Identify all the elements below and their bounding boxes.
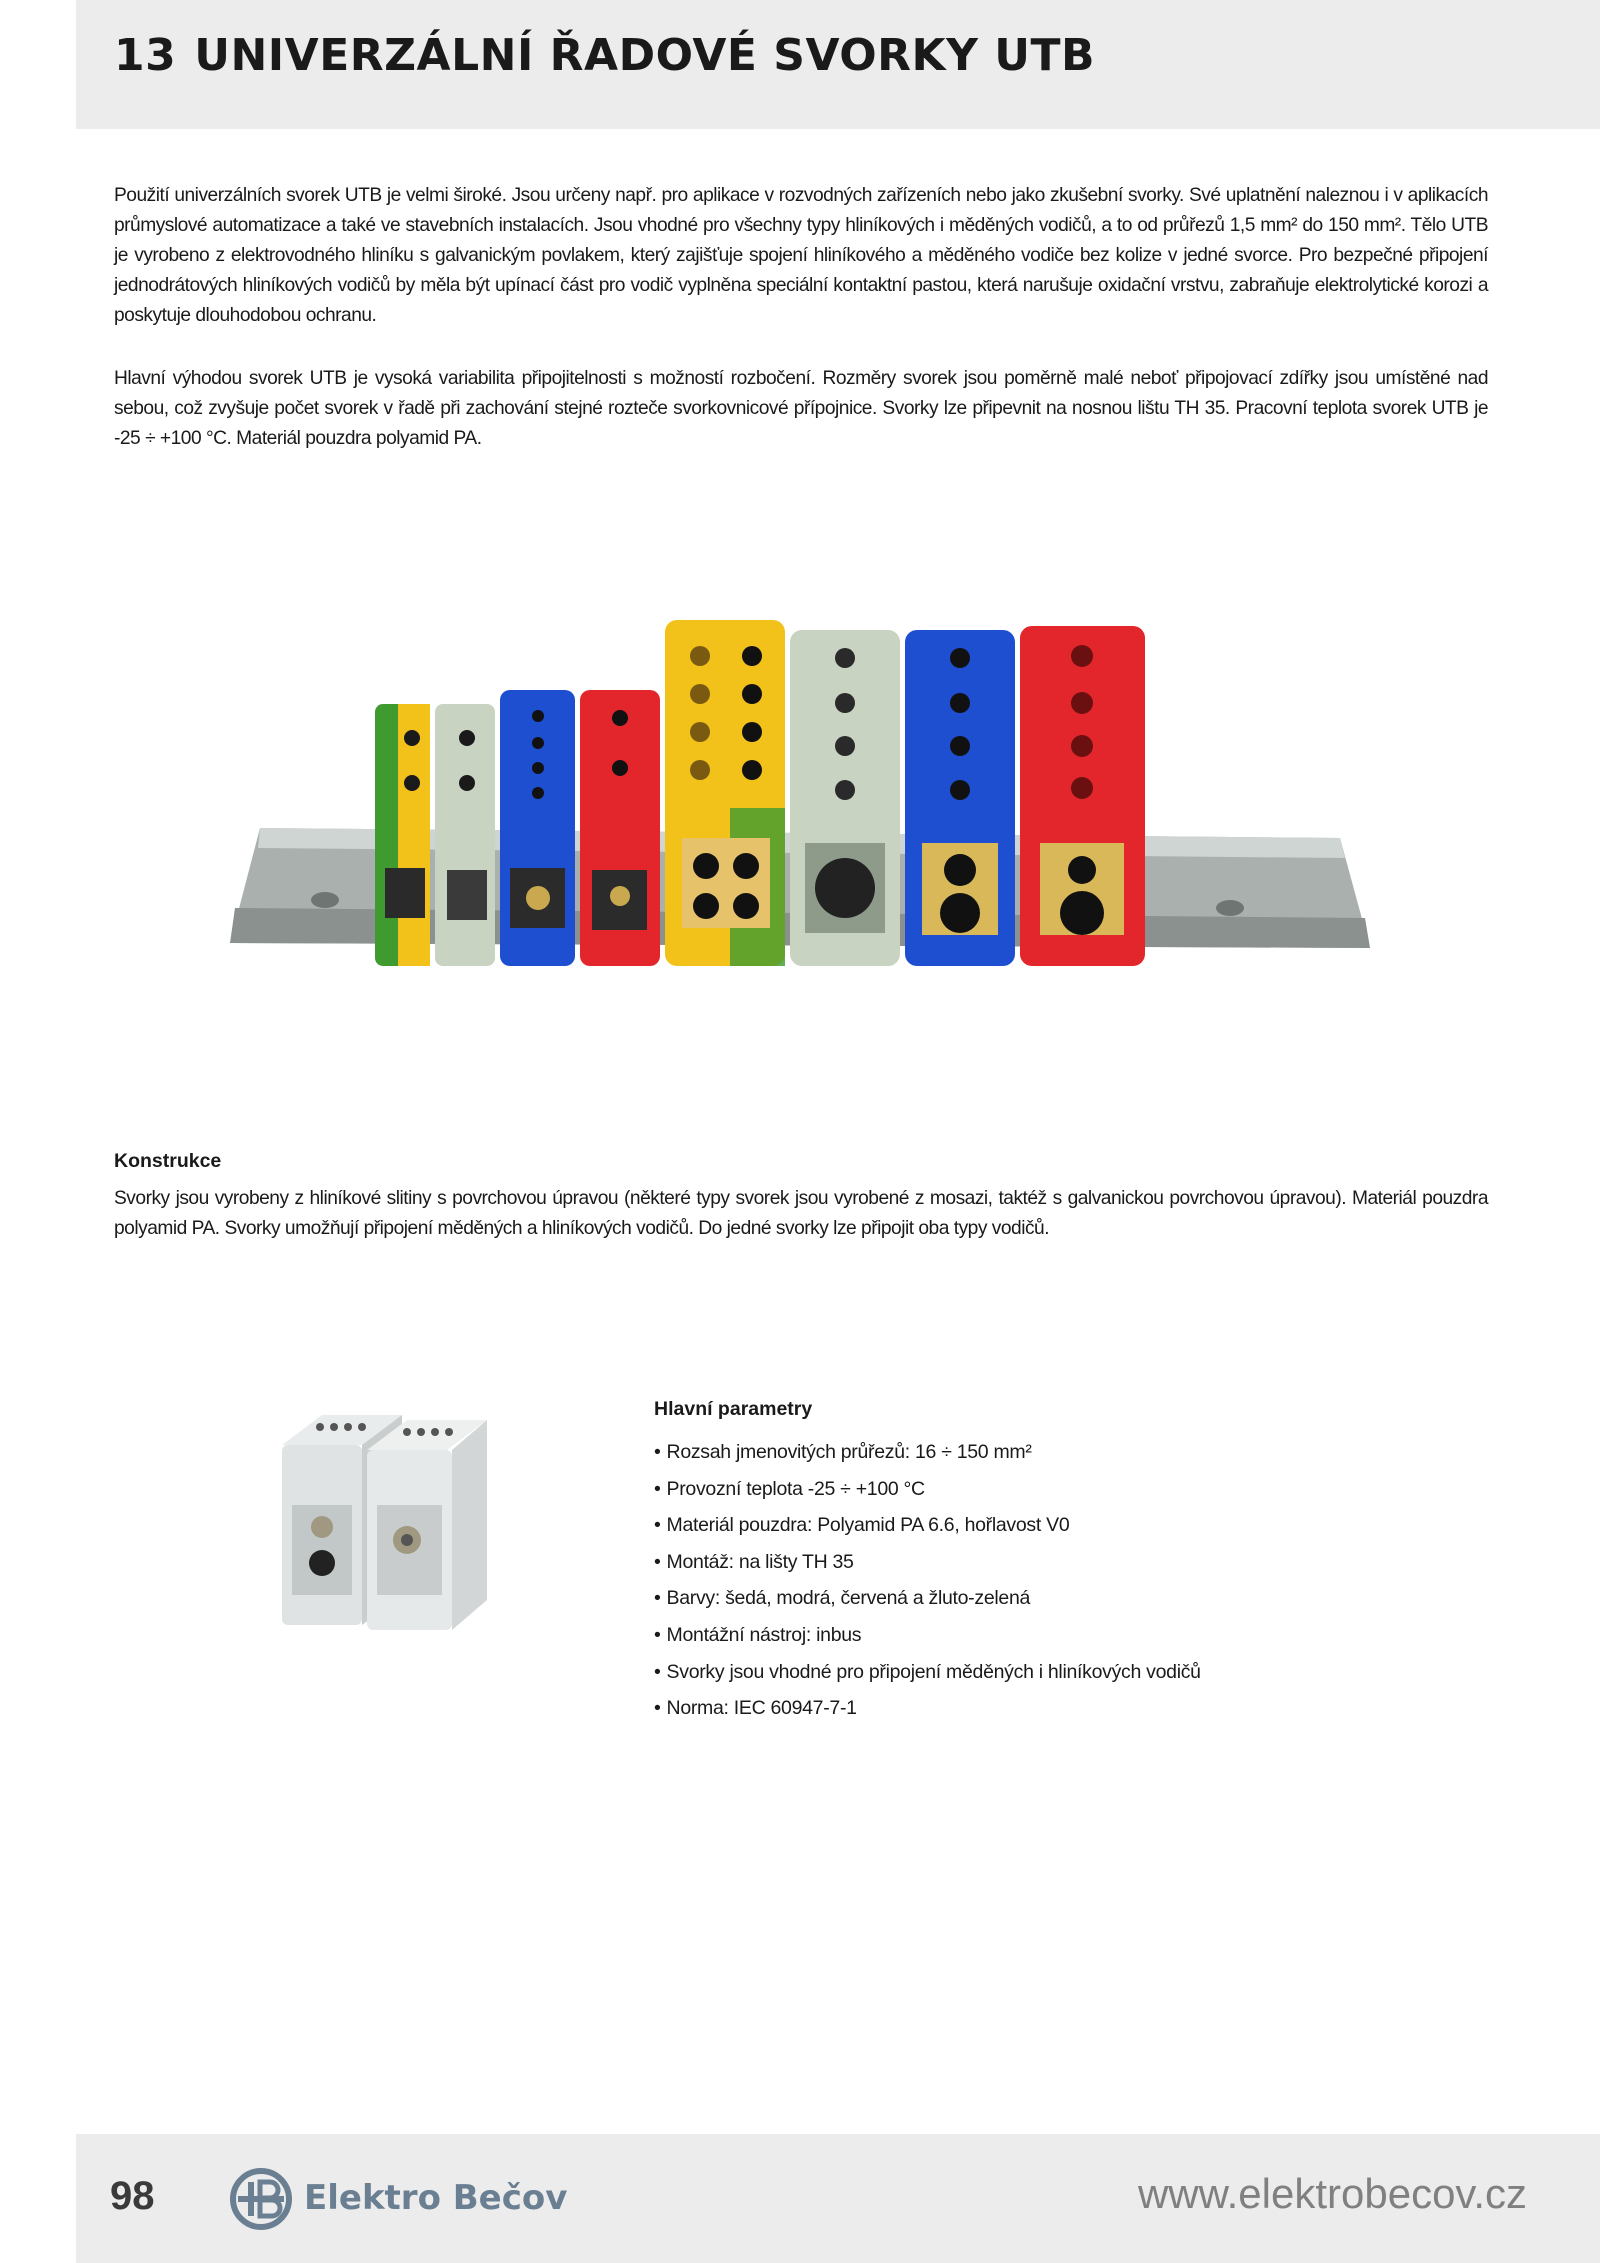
company-logo <box>226 2164 568 2234</box>
list-item: • Montáž: na lišty TH 35 <box>654 1544 1454 1581</box>
chapter-heading <box>114 30 1095 81</box>
page-number: 98 <box>110 2174 155 2218</box>
list-item: • Norma: IEC 60947-7-1 <box>654 1690 1454 1727</box>
main-parameters <box>654 1394 1454 1727</box>
terminal-blocks-photo <box>220 608 1400 968</box>
list-item: • Rozsah jmenovitých průřezů: 16 ÷ 150 mm² <box>654 1434 1454 1471</box>
parameters-title: Hlavní parametry <box>654 1398 813 1420</box>
brand-name: Elektro Bečov <box>304 2178 568 2218</box>
logo-mark-icon <box>226 2164 296 2234</box>
page-footer <box>76 2134 1600 2263</box>
chapter-title: UNIVERZÁLNÍ ŘADOVÉ SVORKY UTB <box>194 30 1096 81</box>
website-url[interactable]: www.elektrobecov.cz <box>1137 2170 1527 2217</box>
list-item: • Barvy: šedá, modrá, červená a žluto-zelená <box>654 1580 1454 1617</box>
parameters-list <box>654 1434 1454 1727</box>
chapter-number: 13 <box>114 30 177 81</box>
construction-title: Konstrukce <box>114 1150 222 1172</box>
intro-paragraph-2: Hlavní výhodou svorek UTB je vysoká variabilita připojitelnosti s možností rozbočení. Rozměry svorek jsou poměrně malé neboť připojovací zdířky jsou umístěné nad sebou, což zvyšuje počet svorek v řadě při zachování stejné rozteče svorkovnicové přípojnice. Svorky lze připevnit na nosnou lištu TH 35. Pracovní teplota svorek UTB je -25 ÷ +100 °C. Materiál pouzdra polyamid PA. <box>114 368 1488 449</box>
list-item: • Svorky jsou vhodné pro připojení měděných i hliníkových vodičů <box>654 1654 1454 1691</box>
list-item: • Provozní teplota -25 ÷ +100 °C <box>654 1471 1454 1508</box>
construction-text: Svorky jsou vyrobeny z hliníkové slitiny s povrchovou úpravou (některé typy svorek jsou vyrobené z mosazi, taktéž s galvanickou povrchovou úpravou). Materiál pouzdra polyamid PA. Svorky umožňují připojení měděných a hliníkových vodičů. Do jedné svorky lze připojit oba typy vodičů. <box>114 1188 1488 1239</box>
list-item: • Montážní nástroj: inbus <box>654 1617 1454 1654</box>
list-item: • Materiál pouzdra: Polyamid PA 6.6, hořlavost V0 <box>654 1507 1454 1544</box>
page-header <box>76 0 1600 129</box>
white-terminal-blocks-photo <box>262 1405 512 1645</box>
intro-paragraph-1: Použití univerzálních svorek UTB je velmi široké. Jsou určeny např. pro aplikace v rozvodných zařízeních nebo jako zkušební svorky. Své uplatnění naleznou i v aplikacích průmyslové automatizace a také ve stavebních instalacích. Jsou vhodné pro všechny typy hliníkových i měděných vodičů, a to od průřezů 1,5 mm² do 150 mm². Tělo UTB je vyrobeno z elektrovodného hliníku s galvanickým povlakem, který zajišťuje spojení hliníkového a měděného vodiče bez kolize v jedné svorce. Pro bezpečné připojení jednodrátových hliníkových vodičů by měla být upínací část pro vodič vyplněna speciální kontaktní pastou, která narušuje oxidační vrstvu, zabraňuje elektrolytické korozi a poskytuje dlouhodobou ochranu. <box>114 185 1488 326</box>
